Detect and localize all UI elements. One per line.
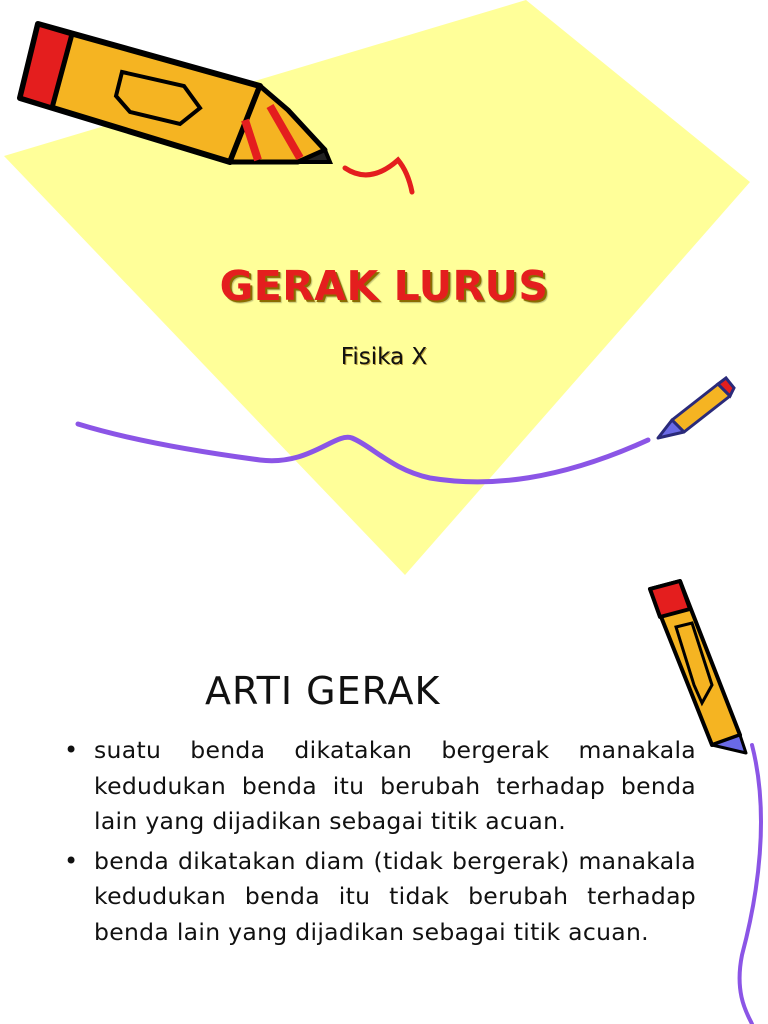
bullet-dot: • [64,846,79,875]
bullet-list [64,733,696,954]
section-title: ARTI GERAK [205,669,441,713]
slide-title: GERAK LURUS [219,262,549,310]
bullet-item [64,733,696,840]
small-pencil-icon [658,378,734,438]
content-slide [0,575,768,1024]
purple-vertical-squiggle [740,745,761,1024]
vertical-pencil-icon [650,581,746,753]
bullet-item [64,844,696,951]
bullet-text: benda dikatakan diam (tidak bergerak) manakala kedudukan benda itu tidak berubah terhadap benda lain yang dijadikan sebagai titik acuan. [94,846,696,946]
bullet-text: suatu benda dikatakan bergerak manakala kedudukan benda itu berubah terhadap benda lain yang dijadikan sebagai titik acuan. [94,736,696,835]
slide-subtitle: Fisika X [340,344,428,370]
bullet-dot: • [64,736,79,764]
